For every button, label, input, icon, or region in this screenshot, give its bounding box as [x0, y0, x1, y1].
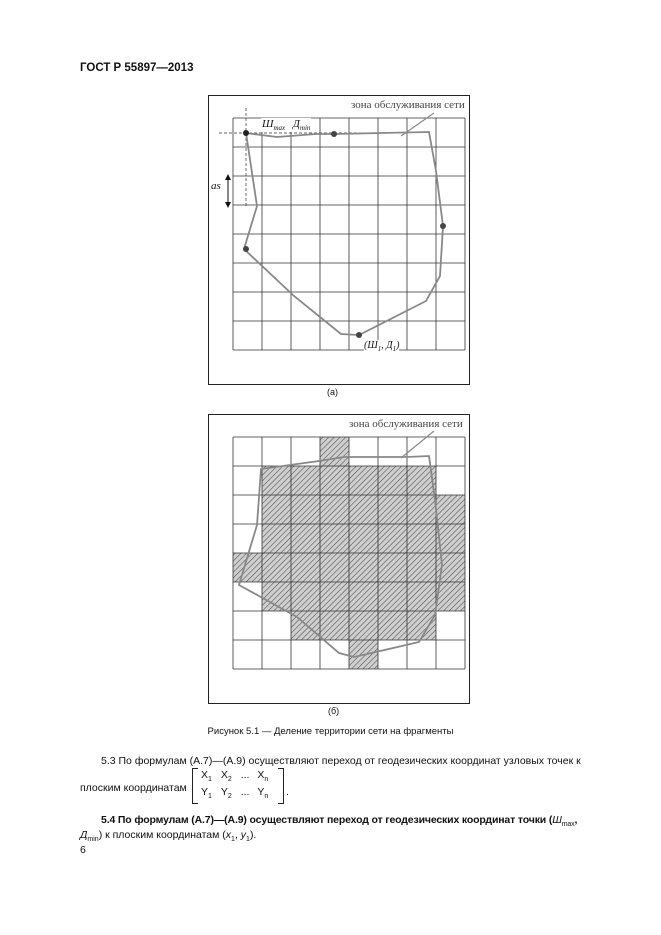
point-right [440, 223, 446, 229]
hatched-cell [436, 582, 465, 611]
hatched-cell [262, 466, 291, 495]
matrix-bracket-right [278, 768, 284, 804]
matrix-y-row: $Y_1$ $Y_2$ ... $Y_n$ [201, 786, 269, 801]
hatched-cell [349, 524, 378, 553]
hatched-cell [349, 495, 378, 524]
para-5-4-line1: 5.4 По формулам (А.7)—(А.9) осуществляют переход от геодезических координат точки ($Ш_{max}$, [101, 814, 578, 829]
figure-b [208, 414, 470, 704]
zone-leader-b [401, 431, 434, 458]
matrix-x-row: $X_1$ $X_2$ ... $X_n$ [201, 769, 269, 784]
document-header: ГОСТ Р 55897—2013 [80, 62, 194, 74]
figure-a-grid [233, 118, 465, 350]
hatched-cell [262, 553, 291, 582]
hatched-cell [407, 582, 436, 611]
service-zone-polygon-a [244, 132, 443, 335]
para-5-3-period: . [286, 786, 289, 798]
hatched-cell [407, 495, 436, 524]
point-max [243, 130, 249, 136]
figure-b-sublabel: (б) [328, 706, 340, 716]
point-top [331, 131, 337, 137]
hatched-cell [436, 495, 465, 524]
page-number: 6 [80, 844, 86, 856]
matrix-bracket-left [192, 768, 198, 804]
hatched-cell [349, 466, 378, 495]
hatched-cell [407, 524, 436, 553]
coordinate-matrix [192, 768, 284, 804]
hatched-cell [291, 466, 320, 495]
hatched-cell [407, 611, 436, 640]
hatched-cell [378, 524, 407, 553]
point-min-label: ($Ш_1$, $Д_1$) [364, 340, 400, 353]
hatched-cell [320, 466, 349, 495]
hatched-cell [378, 553, 407, 582]
hatched-cell [320, 611, 349, 640]
hatched-cell [407, 553, 436, 582]
para-5-4-line2: $Д_{min}$) к плоским координатам ($x_1$, $y_1$). [80, 829, 257, 844]
point-min [356, 332, 362, 338]
hatched-cell [378, 582, 407, 611]
hatched-cell [320, 524, 349, 553]
hatched-cell [320, 553, 349, 582]
point-max-label: $Ш_{max}$ $Д_{min}$ [262, 118, 311, 133]
figure-a-svg [209, 96, 469, 384]
para-5-3-line2: плоским координатам [80, 782, 187, 794]
zone-label-b: зона обслуживания сети [349, 418, 463, 430]
hatched-cell [320, 495, 349, 524]
figure-b-svg [209, 415, 469, 703]
zone-label-a: зона обслуживания сети [351, 99, 465, 111]
hatched-cell [349, 553, 378, 582]
hatched-cell [262, 495, 291, 524]
hatched-cell [291, 553, 320, 582]
as-arrow-head-up [225, 174, 231, 180]
figure-a-sublabel: (а) [327, 387, 338, 397]
hatched-cell [320, 582, 349, 611]
hatched-cell [349, 611, 378, 640]
hatched-cell [291, 495, 320, 524]
as-label: as [211, 180, 221, 192]
hatched-cell [378, 611, 407, 640]
as-arrow-head-down [225, 202, 231, 208]
hatched-cell [320, 437, 349, 466]
point-left [243, 246, 249, 252]
figure-caption: Рисунок 5.1 — Деление территории сети на фрагменты [207, 726, 454, 737]
hatched-cell [291, 524, 320, 553]
hatched-cell [291, 582, 320, 611]
figure-a [208, 95, 470, 385]
para-5-3-line1: 5.3 По формулам (А.7)—(А.9) осуществляют переход от геодезических координат узловых точек к [101, 755, 581, 767]
hatched-cell [378, 466, 407, 495]
hatched-cell [349, 582, 378, 611]
hatched-cell [262, 524, 291, 553]
hatched-cell [378, 495, 407, 524]
